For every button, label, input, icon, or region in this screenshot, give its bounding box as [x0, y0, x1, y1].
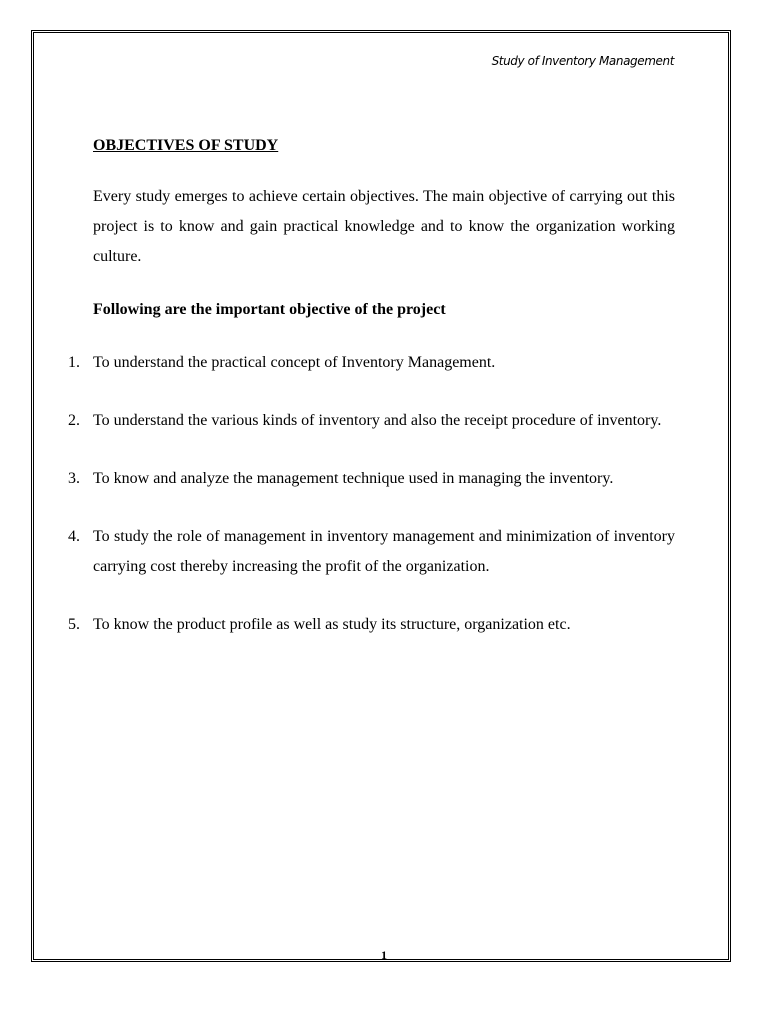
objective-item — [68, 406, 675, 436]
objective-number: 3. — [68, 470, 80, 487]
objective-text: To know and analyze the management technique used in managing the inventory. — [93, 470, 614, 487]
page-content — [68, 136, 675, 640]
objective-number: 4. — [68, 528, 80, 545]
objective-number: 5. — [68, 616, 80, 633]
running-header: Study of Inventory Management — [491, 54, 674, 68]
objective-text: To study the role of management in inventory management and minimization of inventory carrying cost thereby increasing the profit of the organization. — [93, 528, 675, 575]
objectives-subheading: Following are the important objective of the project — [93, 301, 446, 318]
objectives-list — [68, 348, 675, 640]
intro-paragraph: Every study emerges to achieve certain objectives. The main objective of carrying out this project is to know and gain practical knowledge and to know the organization working culture. — [93, 188, 675, 265]
objective-number: 1. — [68, 354, 80, 371]
objective-item — [68, 522, 675, 582]
objective-text: To understand the various kinds of inventory and also the receipt procedure of inventory. — [93, 412, 662, 429]
objective-number: 2. — [68, 412, 80, 429]
objective-text: To understand the practical concept of Inventory Management. — [93, 354, 496, 371]
objective-item — [68, 464, 675, 494]
page-number: 1 — [381, 948, 387, 962]
section-heading: OBJECTIVES OF STUDY — [93, 137, 279, 154]
objective-item — [68, 348, 675, 378]
objective-text: To know the product profile as well as study its structure, organization etc. — [93, 616, 571, 633]
objective-item — [68, 610, 675, 640]
